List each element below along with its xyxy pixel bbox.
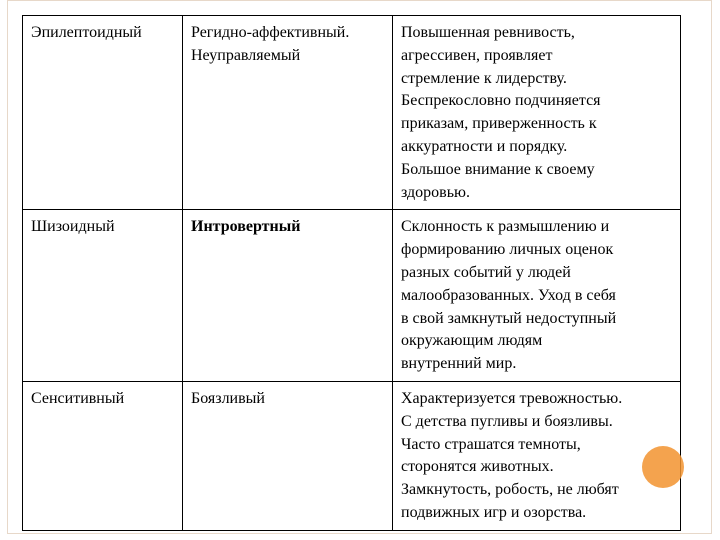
description-line: внутренний мир.: [401, 355, 517, 373]
character-line: Интровертный: [191, 218, 301, 236]
description-line: здоровью.: [401, 183, 470, 201]
description-line: Повышенная ревнивость,: [401, 24, 575, 41]
character-line: Боязливый: [191, 389, 265, 407]
character-cell: [183, 381, 393, 530]
description-line: подвижных игр и озорства.: [401, 503, 587, 521]
description-line: окружающим людям: [401, 332, 543, 350]
description-line: в свой замкнутый недоступный: [401, 309, 617, 327]
type-label: Сенситивный: [31, 389, 125, 407]
description-cell: [393, 16, 681, 210]
type-label: Эпилептоидный: [31, 24, 142, 41]
description-line: Большое внимание к своему: [401, 160, 595, 178]
personality-types-table: [22, 15, 681, 531]
description-line: приказам, приверженность к: [401, 115, 597, 133]
description-line: разных событий у людей: [401, 263, 571, 281]
description-line: Беспрекословно подчиняется: [401, 92, 601, 110]
description-cell: [393, 381, 681, 530]
description-line: Часто страшатся темноты,: [401, 435, 581, 453]
description-line: агрессивен, проявляет: [401, 46, 553, 64]
description-line: стремление к лидерству.: [401, 69, 567, 87]
table-row: [23, 16, 681, 210]
accent-dot: [642, 446, 684, 488]
description-line: Склонность к размышлению и: [401, 218, 610, 236]
description-line: малообразованных. Уход в себя: [401, 286, 616, 304]
character-line: Неуправляемый: [191, 46, 301, 64]
character-cell: [183, 16, 393, 210]
type-cell: [23, 381, 183, 530]
type-cell: [23, 16, 183, 210]
character-line: Регидно-аффективный.: [191, 24, 350, 41]
table-row: [23, 210, 681, 382]
description-line: Характеризуется тревожностью.: [401, 389, 623, 407]
character-cell: [183, 210, 393, 382]
table-row: [23, 381, 681, 530]
description-line: Замкнутость, робость, не любят: [401, 481, 619, 499]
type-cell: [23, 210, 183, 382]
description-cell: [393, 210, 681, 382]
type-label: Шизоидный: [31, 218, 115, 236]
description-line: С детства пугливы и боязливы.: [401, 412, 613, 430]
description-line: формированию личных оценок: [401, 241, 614, 259]
description-line: аккуратности и порядку.: [401, 137, 568, 155]
description-line: сторонятся животных.: [401, 458, 554, 476]
